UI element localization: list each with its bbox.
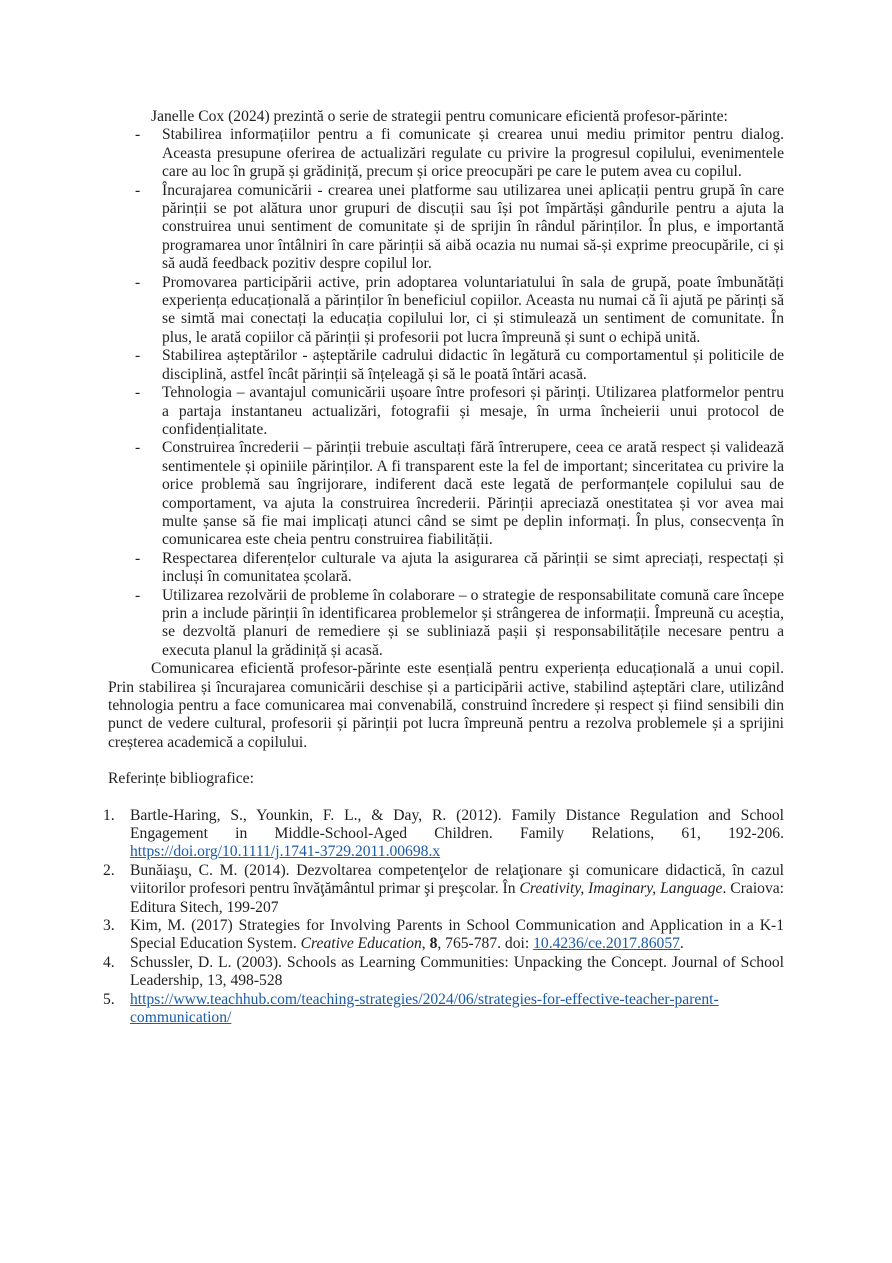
bullet-dash: -	[135, 439, 141, 457]
reference-text: Kim, M. (2017) Strategies for Involving Parents in School Communication and Application in a K-1 Special Education System.	[130, 917, 784, 953]
reference-url-link[interactable]: https://www.teachhub.com/teaching-strategies/2024/06/strategies-for-effective-teacher-parent-communication/	[130, 990, 719, 1027]
strategy-item	[108, 126, 784, 181]
strategy-text: Stabilirea așteptărilor - așteptările cadrului didactic în legătură cu comportamentul și politicile de disciplină, astfel încât părinții să înțeleagă și să le poată întări acasă.	[162, 347, 784, 383]
reference-number: 2.	[103, 861, 115, 879]
reference-number: 5.	[103, 990, 115, 1008]
strategy-text: Tehnologia – avantajul comunicării ușoare între profesori și părinți. Utilizarea platformelor pentru a partaja instantaneu actualizări, fotografii și mesaje, în urma încheierii unui protocol de confidențialitate.	[162, 384, 784, 438]
reference-book-title: Creativity, Imaginary, Language	[519, 880, 723, 898]
strategies-list	[108, 126, 784, 660]
strategy-item	[108, 274, 784, 348]
strategy-item	[108, 384, 784, 439]
reference-item	[103, 990, 784, 1028]
strategy-item	[108, 587, 784, 661]
conclusion-paragraph: Comunicarea eficientă profesor-părinte este esențială pentru experiența educațională a unui copil. Prin stabilirea și încurajarea comunicării deschise și a participării active, stabilind așteptări clare, utilizând tehnologia pentru a face comunicarea mai convenabilă, construind încredere și respect și fiind sensibili din punct de vedere cultural, profesorii și părinții pot lucra împreună pentru a rezolva problemele și a sprijini creșterea academică a copilului.	[108, 660, 784, 751]
references-list	[103, 806, 784, 1028]
reference-doi-link[interactable]: https://doi.org/10.1111/j.1741-3729.2011.00698.x	[130, 843, 441, 861]
reference-journal: Creative Education	[300, 935, 422, 953]
intro-paragraph: Janelle Cox (2024) prezintă o serie de strategii pentru comunicare eficientă profesor-părinte:	[151, 108, 728, 125]
bullet-dash: -	[135, 586, 141, 604]
reference-item	[103, 917, 784, 954]
reference-pages: , 765-787. doi:	[437, 935, 534, 953]
reference-text: Schussler, D. L. (2003). Schools as Learning Communities: Unpacking the Concept. Journal of School Leadership, 13, 498-528	[130, 953, 784, 990]
reference-item	[103, 806, 784, 862]
reference-number: 4.	[103, 953, 115, 971]
reference-sep: ,	[421, 935, 430, 953]
reference-item	[103, 953, 784, 991]
reference-doi-link[interactable]: 10.4236/ce.2017.86057	[533, 935, 680, 953]
strategy-text: Încurajarea comunicării - crearea unei platforme sau utilizarea unei aplicații pentru grupă în care părinții se pot alătura unor grupuri de discuții sau își pot împărtăși gândurile pentru a ajuta la construirea unui sentiment de comunitate și de sprijin în rândul părinților. În plus, e importantă programarea unor întâlniri în care părinții să aibă ocazia nu numai să-și exprime preocupările, ci și să audă feedback pozitiv despre copilul lor.	[162, 181, 784, 273]
strategy-item	[108, 347, 784, 384]
references-heading: Referințe bibliografice:	[108, 770, 254, 788]
reference-publisher: . Craiova: Editura Sitech, 199-207	[130, 880, 784, 916]
strategy-text: Stabilirea informațiilor pentru a fi comunicate și crearea unui mediu primitor pentru dialog. Aceasta presupune oferirea de actualizări regulate cu privire la progresul copilului, evenimentele care au loc în grupă și grădiniță, precum și orice preocupări pe care le putem avea cu copilul.	[162, 126, 784, 181]
strategy-text: Respectarea diferențelor culturale va ajuta la asigurarea că părinții se simt apreciați, respectați și incluși în comunitatea școlară.	[162, 549, 784, 586]
bullet-dash: -	[135, 273, 141, 291]
reference-number: 1.	[103, 806, 115, 824]
bullet-dash: -	[135, 384, 141, 402]
bullet-dash: -	[135, 126, 141, 144]
reference-text: Bunăiaşu, C. M. (2014). Dezvoltarea competenţelor de relaţionare şi comunicare didactică, în cazul viitorilor profesori pentru învăţământul primar şi preşcolar. În	[130, 861, 784, 898]
bullet-dash: -	[135, 181, 141, 199]
reference-tail: .	[679, 935, 684, 953]
reference-item	[103, 861, 784, 917]
reference-text: Bartle-Haring, S., Younkin, F. L., & Day, R. (2012). Family Distance Regulation and School Engagement in Middle-School-Aged Children. Family Relations, 61, 192-206.	[130, 806, 784, 843]
bullet-dash: -	[135, 347, 141, 365]
strategy-text: Promovarea participării active, prin adoptarea voluntariatului în sala de grupă, poate îmbunătăți experiența educațională a părinților în beneficiul copiilor. Aceasta nu numai că îi ajută pe părinți să se simtă mai conectați la educația copilului lor, ci și stimulează un sentiment de comunitate. În plus, le arată copiilor că părinții și profesorii pot lucra împreună și sunt o echipă unită.	[162, 273, 784, 346]
reference-volume: 8	[429, 935, 438, 953]
strategy-item	[108, 182, 784, 274]
reference-number: 3.	[103, 917, 115, 935]
strategy-item	[108, 550, 784, 587]
strategy-item	[108, 439, 784, 549]
bullet-dash: -	[135, 549, 141, 567]
strategy-text: Utilizarea rezolvării de probleme în colaborare – o strategie de responsabilitate comună care începe prin a include părinții în identificarea problemelor și strângerea de informații. Împreună cu aceștia, se dezvoltă planuri de remediere și se subliniază pașii și responsabilitățile necesare pentru a executa planul la grădiniță și acasă.	[162, 586, 784, 659]
strategy-text: Construirea încrederii – părinții trebuie ascultați fără întrerupere, ceea ce arată respect și validează sentimentele și opiniile părinților. A fi transparent este la fel de important; sinceritatea cu privire la orice problemă sau îngrijorare, indiferent dacă este legată de performanțele copilului sau de comportament, va ajuta la construirea încrederii. Părinții apreciază onestitatea și vor avea mai multe șanse să fie mai implicați atunci când se simt pe deplin informați. În plus, consecvența în comunicarea este cheia pentru construirea fiabilității.	[162, 439, 784, 549]
document-page	[103, 108, 784, 1028]
